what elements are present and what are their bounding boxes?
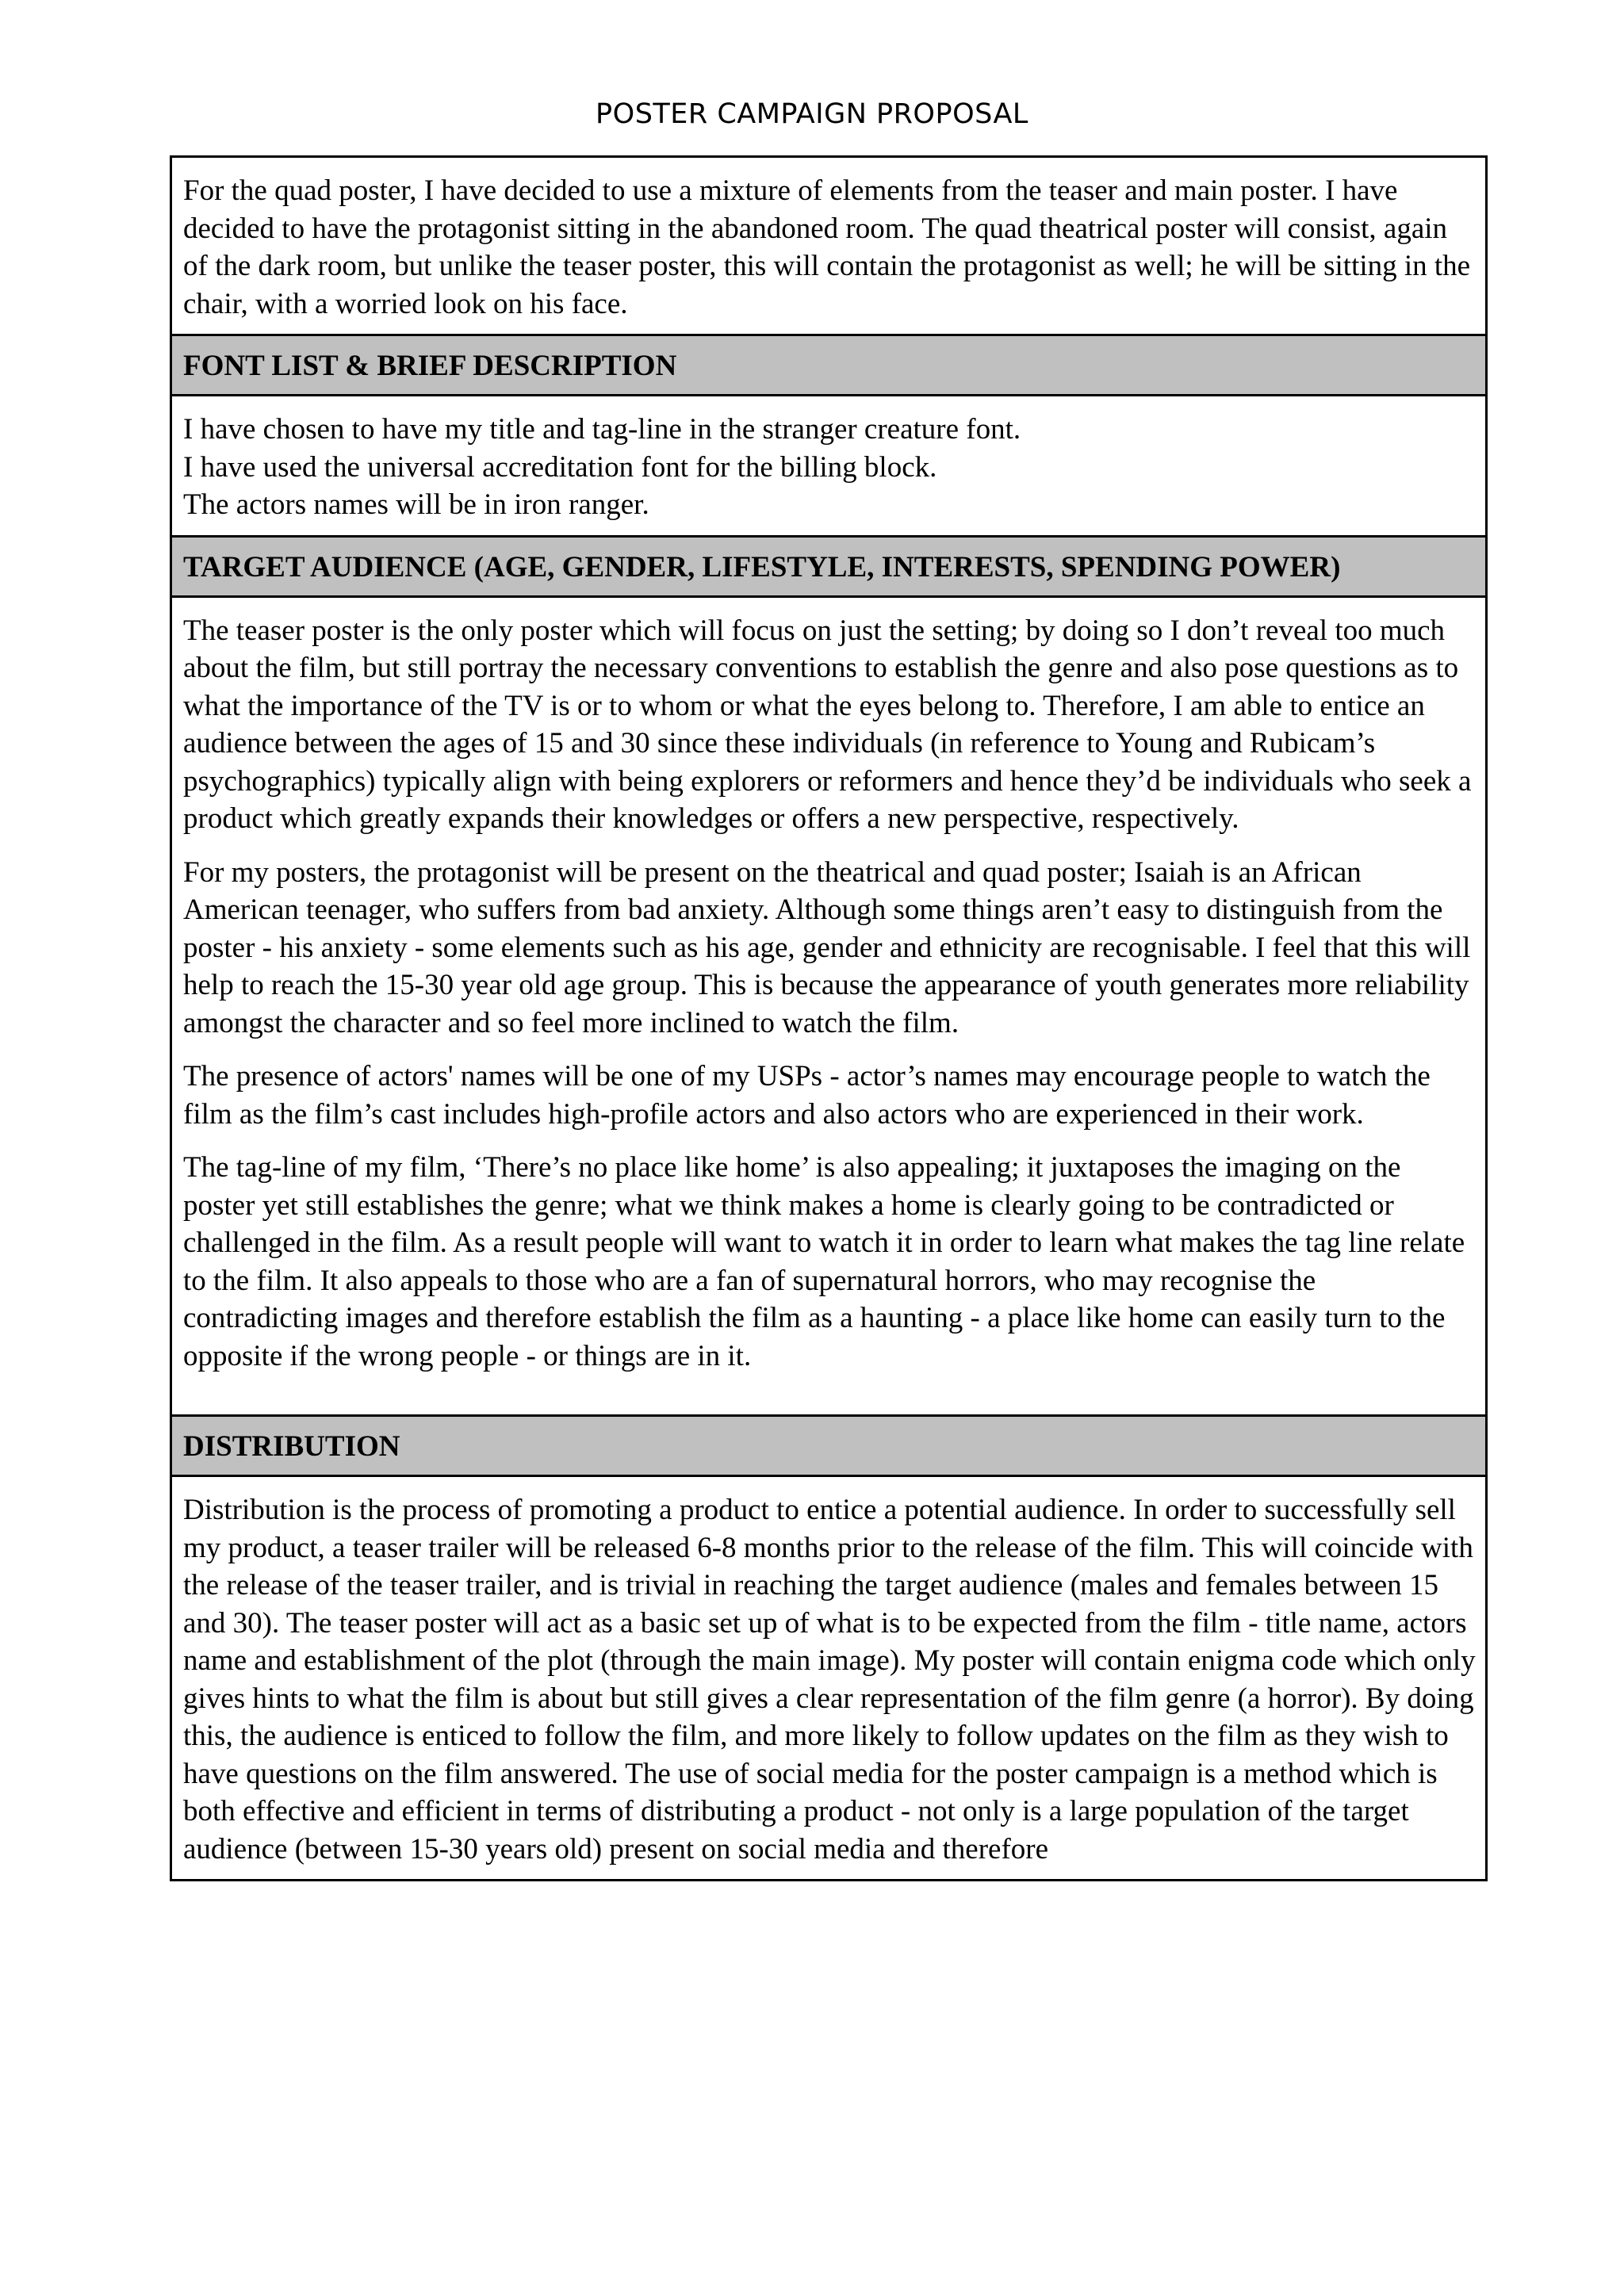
quad-poster-cell [171,157,1487,335]
audience-paragraph: The presence of actors' names will be one of my USPs - actor’s names may encourage people to watch the film as the film’s cast includes high-profile actors and also actors who are experienced in their work. [183,1060,1431,1131]
distribution-heading: DISTRIBUTION [171,1416,1487,1476]
quad-poster-text: For the quad poster, I have decided to use a mixture of elements from the teaser and main poster. I have decided to have the protagonist sitting in the abandoned room. The quad theatrical poster will consist, again of the dark room, but unlike the teaser poster, this will contain the protagonist as well; he will be sitting in the chair, with a worried look on his face. [183,174,1471,320]
font-list-line: The actors names will be in iron ranger. [183,488,649,521]
audience-paragraph: The tag-line of my film, ‘There’s no place like home’ is also appealing; it juxtaposes the imaging on the poster yet still establishes the genre; what we think makes a home is clearly going to be contradicted or challenged in the film. As a result people will want to watch it in order to learn what makes the tag line relate to the film. It also appeals to those who are a fan of supernatural horrors, who may recognise the contradicting images and therefore establish the film as a haunting - a place like home can easily turn to the opposite if the wrong people - or things are in it. [183,1151,1465,1372]
proposal-table [170,155,1488,1881]
distribution-heading-row [171,1416,1487,1476]
font-list-cell [171,396,1487,537]
font-list-heading: FONT LIST & BRIEF DESCRIPTION [171,335,1487,396]
target-audience-heading: TARGET AUDIENCE (AGE, GENDER, LIFESTYLE, INTERESTS, SPENDING POWER) [171,536,1487,596]
distribution-cell [171,1476,1487,1881]
fonts-heading-row [171,335,1487,396]
audience-paragraph: For my posters, the protagonist will be present on the theatrical and quad poster; Isaiah is an African American teenager, who suffers from bad anxiety. Although some things aren’t easy to distinguish from the poster - his anxiety - some elements such as his age, gender and ethnicity are recognisable. I feel that this will help to reach the 15-30 year old age group. This is because the appearance of youth generates more reliability amongst the character and so feel more inclined to watch the film. [183,855,1471,1039]
distribution-body-row [171,1476,1487,1881]
font-list-line: I have used the universal accreditation font for the billing block. [183,450,937,484]
distribution-text: Distribution is the process of promoting a product to entice a potential audience. In order to successfully sell my product, a teaser trailer will be released 6-8 months prior to the release of the film. This will coincide with the release of the teaser trailer, and is trivial in reaching the target audience (males and females between 15 and 30). The teaser poster will act as a basic set up of what is to be expected from the film - title name, actors name and establishment of the plot (through the main image). My poster will contain enigma code which only gives hints to what the film is about but still gives a clear representation of the film genre (a horror). By doing this, the audience is enticed to follow the film, and more likely to follow updates on the film as they wish to have questions on the film answered. The use of social media for the poster campaign is a method which is both effective and efficient in terms of distributing a product - not only is a large population of the target audience (between 15-30 years old) present on social media and therefore [183,1494,1476,1866]
fonts-body-row [171,396,1487,537]
quad-row [171,157,1487,335]
audience-paragraph: The teaser poster is the only poster which will focus on just the setting; by doing so I don’t reveal too much about the film, but still portray the necessary conventions to establish the genre and also pose questions as to what the importance of the TV is or to whom or what the eyes belong to. Therefore, I am able to entice an audience between the ages of 15 and 30 since these individuals (in reference to Young and Rubicam’s psychographics) typically align with being explorers or reformers and hence they’d be individuals who seek a product which greatly expands their knowledges or offers a new perspective, respectively. [183,614,1472,835]
font-list-line: I have chosen to have my title and tag-line in the stranger creature font. [183,413,1021,446]
page-title: POSTER CAMPAIGN PROPOSAL [596,98,1028,130]
audience-heading-row [171,536,1487,596]
target-audience-cell [171,596,1487,1416]
audience-body-row [171,596,1487,1416]
